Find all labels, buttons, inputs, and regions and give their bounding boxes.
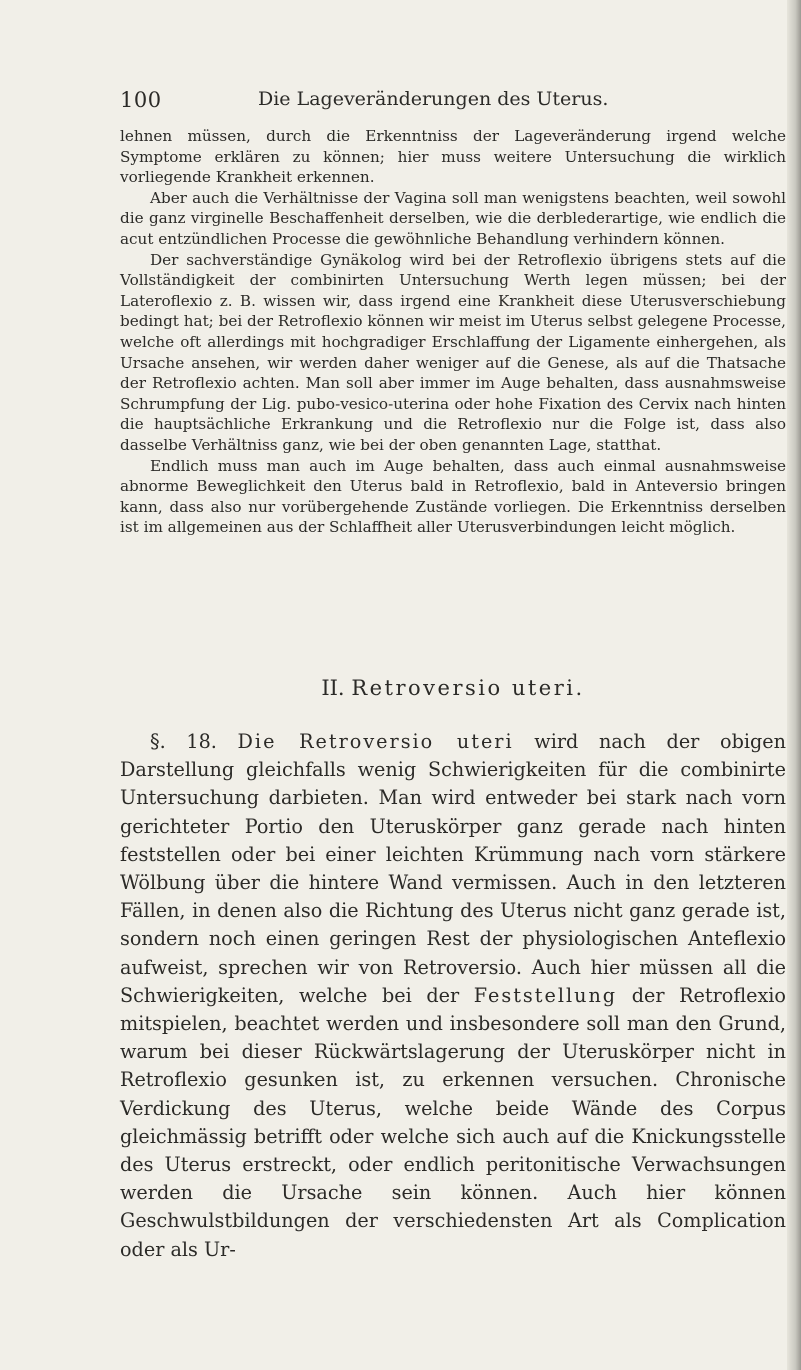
- paragraph: Endlich muss man auch im Auge behalten, dass auch einmal ausnahmsweise abnorme Beweglichkeit den Uterus bald in Retroflexio, bald in Anteversio bringen kann, dass also nur vorübergehende Zustände vorliegen. Die Erkenntniss derselben ist im allgemeinen aus der Schlaffheit aller Uterusverbindungen leicht möglich.: [120, 456, 786, 537]
- section-paragraph: [120, 728, 786, 1264]
- paragraph-lead: Die Retroversio uteri: [237, 730, 514, 753]
- paragraph: lehnen müssen, durch die Erkenntniss der Lageveränderung irgend welche Symptome erklären zu können; hier muss weitere Untersuchung die wirklich vorliegende Krankheit erkennen.: [120, 127, 786, 187]
- page-edge: [787, 0, 801, 1370]
- paragraph-text: wird nach der obigen Darstellung gleichfalls wenig Schwierigkeiten für die combinirte Untersuchung darbieten. Man wird entweder bei stark nach vorn gerichteter Portio den Uteruskörper ganz gerade nach hinten feststellen oder bei einer leichten Krümmung nach vorn stärkere Wölbung über die hintere Wand vermissen. Auch in den letzteren Fällen, in denen also die Richtung des Uterus nicht ganz gerade ist, sondern noch einen geringen Rest der physiologischen Anteflexio aufweist, sprechen wir von Retroversio. Auch hier müssen all die Schwierigkeiten, welche bei der: [120, 730, 786, 1007]
- paragraph: Der sachverständige Gynäkolog wird bei der Retroflexio übrigens stets auf die Vollständigkeit der combinirten Untersuchung Werth legen müssen; bei der Lateroflexio z. B. wissen wir, dass irgend eine Krankheit diese Uterusverschiebung bedingt hat; bei der Retroflexio können wir meist im Uterus selbst gelegene Processe, welche oft allerdings mit hochgradiger Erschlaffung der Ligamente einhergehen, als Ursache ansehen, wir werden daher weniger auf die Genese, als auf die Thatsache der Retroflexio achten. Man soll aber immer im Auge behalten, dass ausnahmsweise Schrumpfung der Lig. pubo-vesico-uterina oder hohe Fixation des Cervix nach hinten die hauptsächliche Erkrankung und die Retroflexio nur die Folge ist, dass also dasselbe Verhältniss ganz, wie bei der oben genannten Lage, statthat.: [120, 250, 786, 454]
- paragraph-mark: §. 18.: [150, 730, 217, 753]
- body-text-large: [120, 728, 786, 1264]
- section-heading: [120, 676, 786, 700]
- paragraph-emphasis: Feststellung: [473, 983, 618, 1007]
- body-text-small: [120, 126, 786, 538]
- paragraph: Aber auch die Verhältnisse der Vagina soll man wenigstens beachten, weil sowohl die ganz virginelle Beschaffenheit derselben, wie die derblederartige, wie endlich die acut entzündlichen Processe die gewöhnliche Behandlung verhindern können.: [120, 188, 786, 248]
- paragraph-text-continued: der Retroflexio mitspielen, beachtet werden und insbesondere soll man den Grund, warum bei dieser Rückwärtslagerung der Uteruskörper nicht in Retroflexio gesunken ist, zu erkennen versuchen. Chronische Verdickung des Uterus, welche beide Wände des Corpus gleichmässig betrifft oder welche sich auch auf die Knickungsstelle des Uterus erstreckt, oder endlich peritonitische Verwachsungen werden die Ursache sein können. Auch hier können Geschwulstbildungen der verschiedensten Art als Complication oder als Ur-: [120, 983, 786, 1261]
- section-number: II.: [321, 676, 345, 700]
- page-header: [120, 88, 720, 112]
- page-number: 100: [120, 88, 162, 112]
- section-title: Retroversio uteri.: [351, 676, 585, 700]
- running-title: Die Lageveränderungen des Uterus.: [258, 88, 609, 110]
